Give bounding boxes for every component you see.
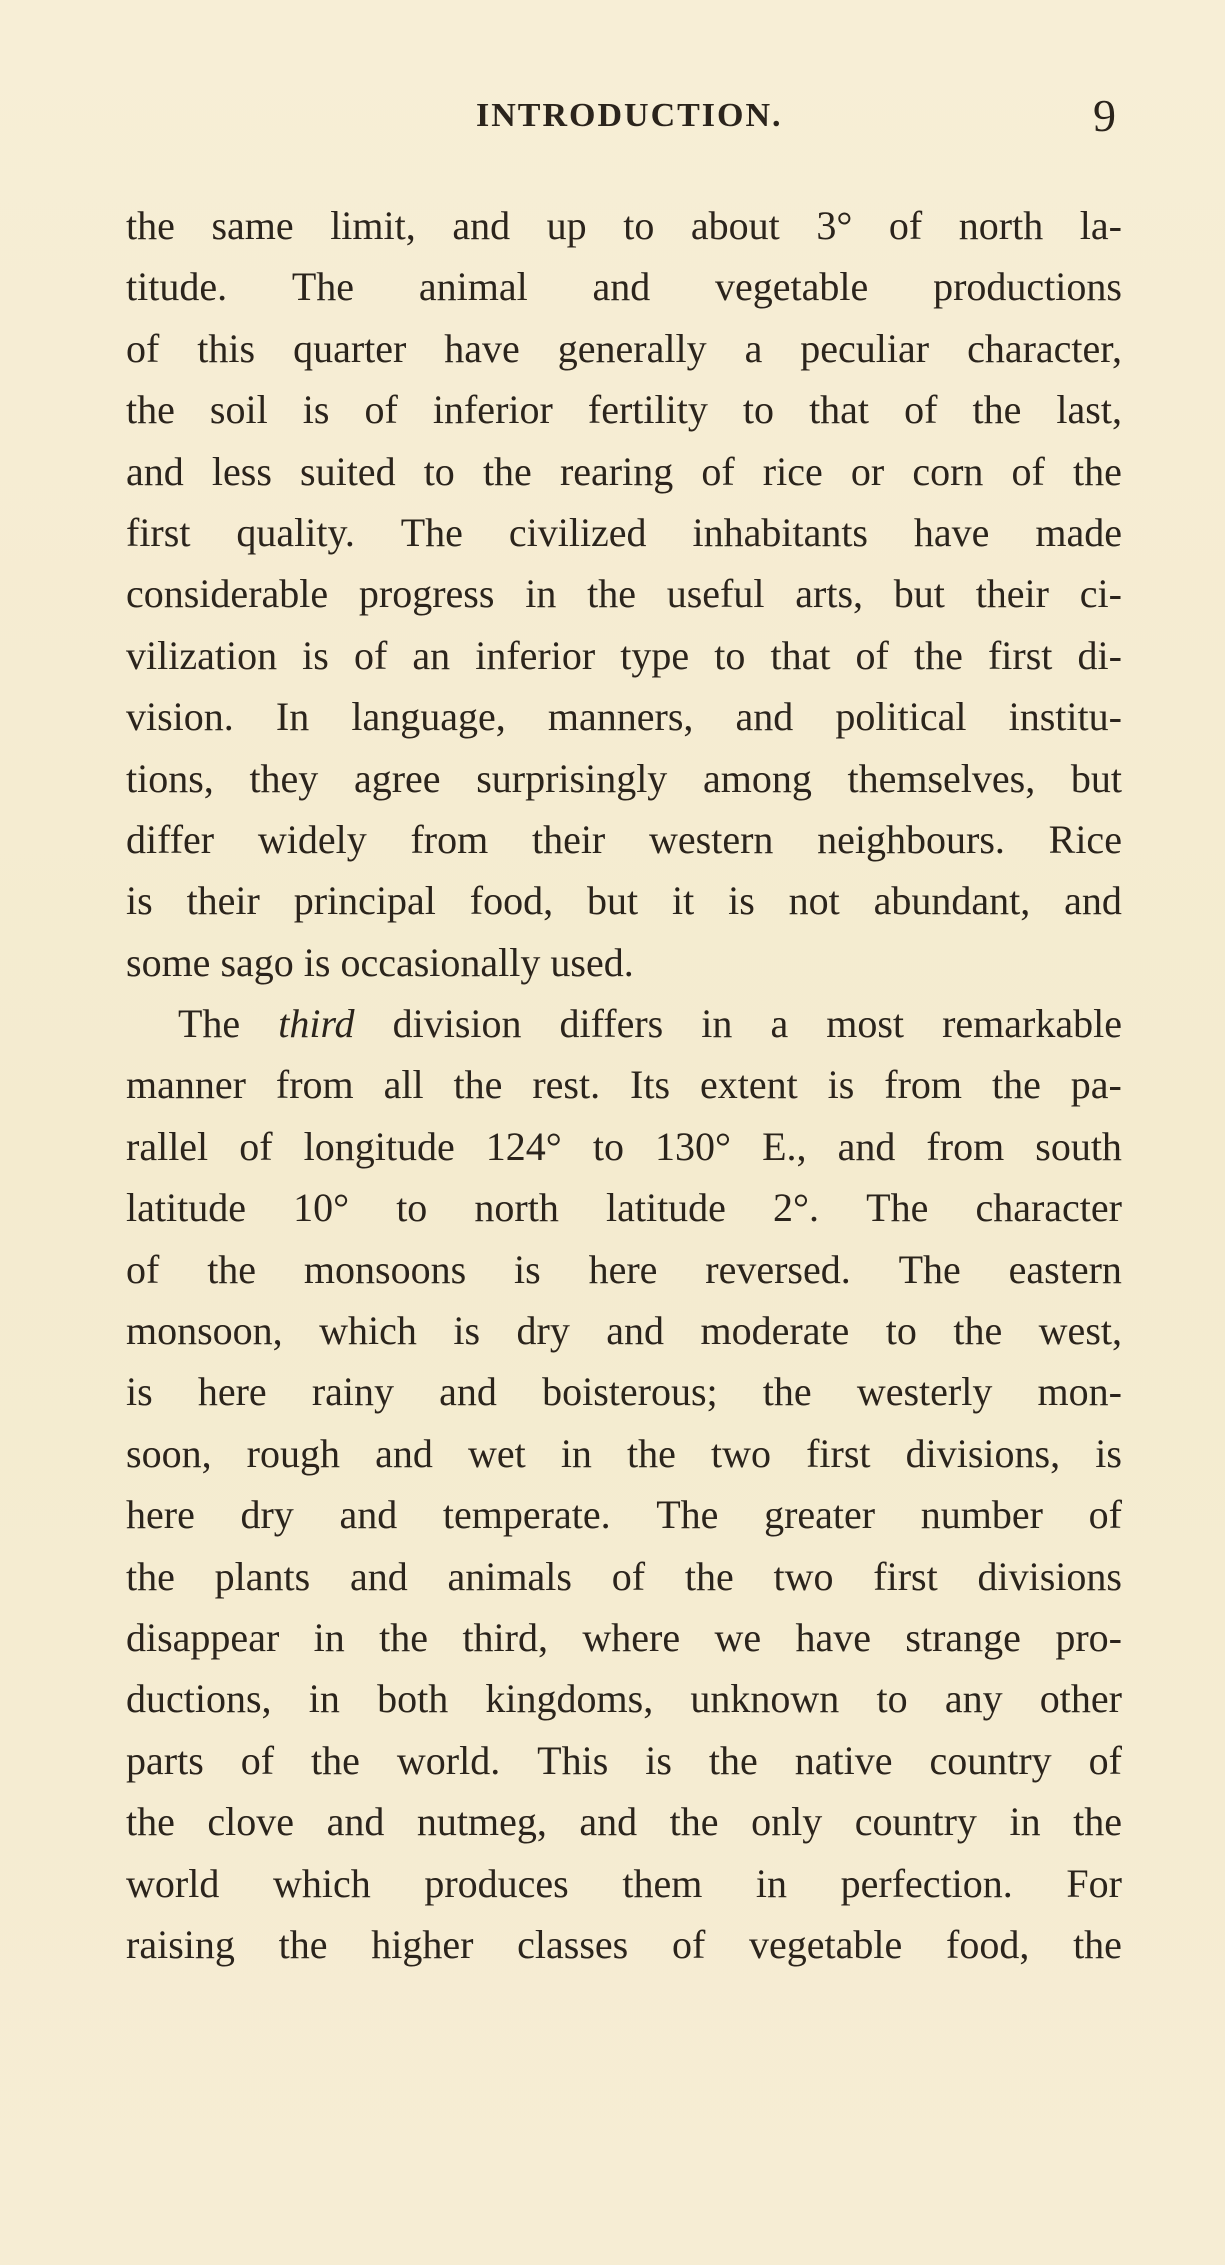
text-line: titude. The animal and vegetable productions <box>126 264 1122 310</box>
running-title: INTRODUCTION. <box>476 97 783 134</box>
text-line: the soil is of inferior fertility to that of the last, <box>126 387 1122 433</box>
text-line: vilization is of an inferior type to that of the first di- <box>126 632 1122 678</box>
text-line: latitude 10° to north latitude 2°. The character <box>126 1185 1122 1231</box>
text-line: of this quarter have generally a peculiar character, <box>126 325 1122 371</box>
text-line: is their principal food, but it is not abundant, and <box>126 878 1122 924</box>
text-line: soon, rough and wet in the two first divisions, is <box>126 1430 1122 1476</box>
running-head <box>126 92 1126 140</box>
text-line: the plants and animals of the two first divisions <box>126 1553 1122 1599</box>
text-line: considerable progress in the useful arts, but their ci- <box>126 571 1122 617</box>
text-line: vision. In language, manners, and political institu- <box>126 694 1122 740</box>
text-line: disappear in the third, where we have strange pro- <box>126 1614 1122 1660</box>
text-line: first quality. The civilized inhabitants have made <box>126 509 1122 555</box>
text-line: here dry and temperate. The greater number of <box>126 1492 1122 1538</box>
text-line: monsoon, which is dry and moderate to the west, <box>126 1308 1122 1354</box>
page-number: 9 <box>1093 90 1116 141</box>
text-line: the clove and nutmeg, and the only country in the <box>126 1799 1122 1845</box>
text-line: The third division differs in a most remarkable <box>178 1001 1122 1047</box>
text-line: of the monsoons is here reversed. The eastern <box>126 1246 1122 1292</box>
body-text <box>126 195 1122 1975</box>
text-line: is here rainy and boisterous; the westerly mon- <box>126 1369 1122 1415</box>
text-line: ductions, in both kingdoms, unknown to any other <box>126 1676 1122 1722</box>
text-line: manner from all the rest. Its extent is from the pa- <box>126 1062 1122 1108</box>
text-line: some sago is occasionally used. <box>126 939 634 985</box>
text-line: parts of the world. This is the native country of <box>126 1737 1122 1783</box>
text-line: raising the higher classes of vegetable food, the <box>126 1921 1122 1967</box>
text-line: the same limit, and up to about 3° of north la- <box>126 203 1122 248</box>
text-line: and less suited to the rearing of rice or corn of the <box>126 448 1122 494</box>
text-line: differ widely from their western neighbours. Rice <box>126 816 1122 862</box>
text-line: rallel of longitude 124° to 130° E., and from south <box>126 1123 1122 1169</box>
text-line: world which produces them in perfection. For <box>126 1860 1122 1906</box>
text-line: tions, they agree surprisingly among themselves, but <box>126 755 1122 801</box>
